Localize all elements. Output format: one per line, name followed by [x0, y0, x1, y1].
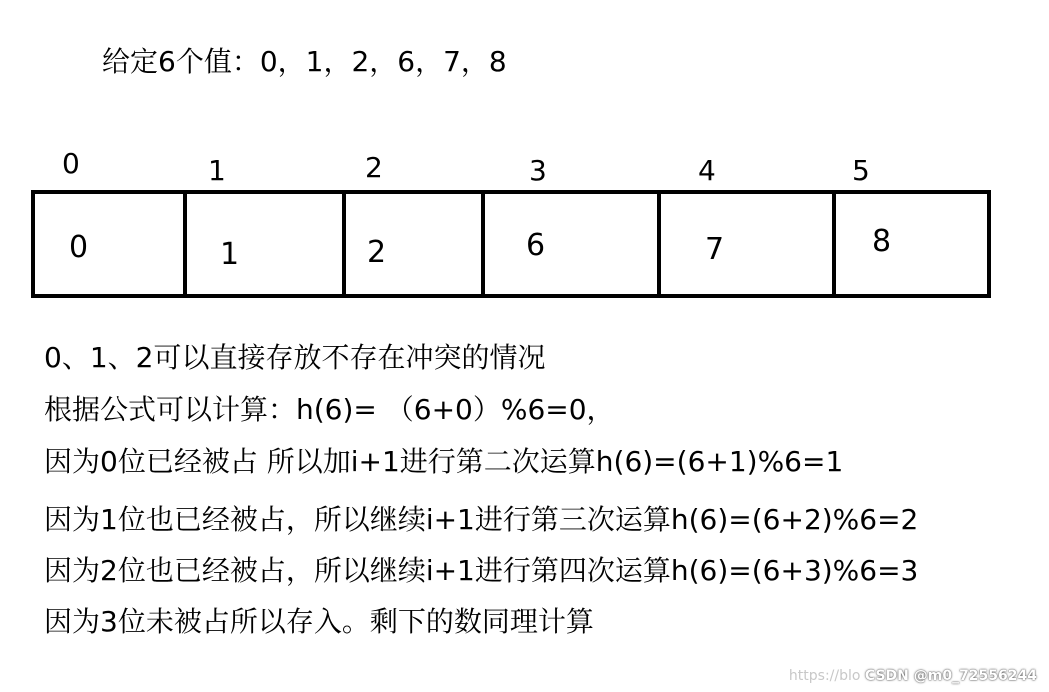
- diagram-title: 给定6个值：0，1，2，6，7，8: [102, 45, 507, 78]
- slot-value-5: 8: [872, 224, 892, 259]
- watermark-author: CSDN @m0_72556244: [864, 668, 1037, 684]
- watermark: [789, 668, 1037, 684]
- index-label-0: 0: [62, 147, 80, 180]
- slot-divider: [183, 194, 187, 298]
- index-label-3: 3: [529, 154, 547, 187]
- watermark-url: https://blo: [788, 668, 861, 684]
- slot-value-0: 0: [69, 230, 89, 265]
- explanation-line: 因为0位已经被占 所以加i+1进行第二次运算h(6)=(6+1)%6=1: [44, 445, 844, 478]
- explanation-line: 根据公式可以计算：h(6)= （6+0）%6=0，: [44, 393, 615, 426]
- slot-divider: [657, 194, 661, 298]
- slot-value-2: 2: [367, 235, 387, 270]
- explanation-line: 0、1、2可以直接存放不存在冲突的情况: [44, 341, 546, 374]
- explanation-line: 因为1位也已经被占，所以继续i+1进行第三次运算h(6)=(6+2)%6=2: [44, 503, 919, 536]
- explanation-line: 因为3位未被占所以存入。剩下的数同理计算: [44, 605, 594, 638]
- index-label-4: 4: [698, 154, 716, 187]
- hash-table: [31, 190, 991, 298]
- slot-divider: [342, 194, 346, 298]
- explanation-line: 因为2位也已经被占，所以继续i+1进行第四次运算h(6)=(6+3)%6=3: [44, 554, 919, 587]
- index-label-2: 2: [365, 151, 383, 184]
- slot-value-1: 1: [220, 237, 240, 272]
- slot-value-3: 6: [526, 228, 546, 263]
- slot-divider: [832, 194, 836, 298]
- slot-value-4: 7: [705, 232, 725, 267]
- index-label-1: 1: [208, 154, 226, 187]
- index-label-5: 5: [852, 154, 870, 187]
- slot-divider: [481, 194, 485, 298]
